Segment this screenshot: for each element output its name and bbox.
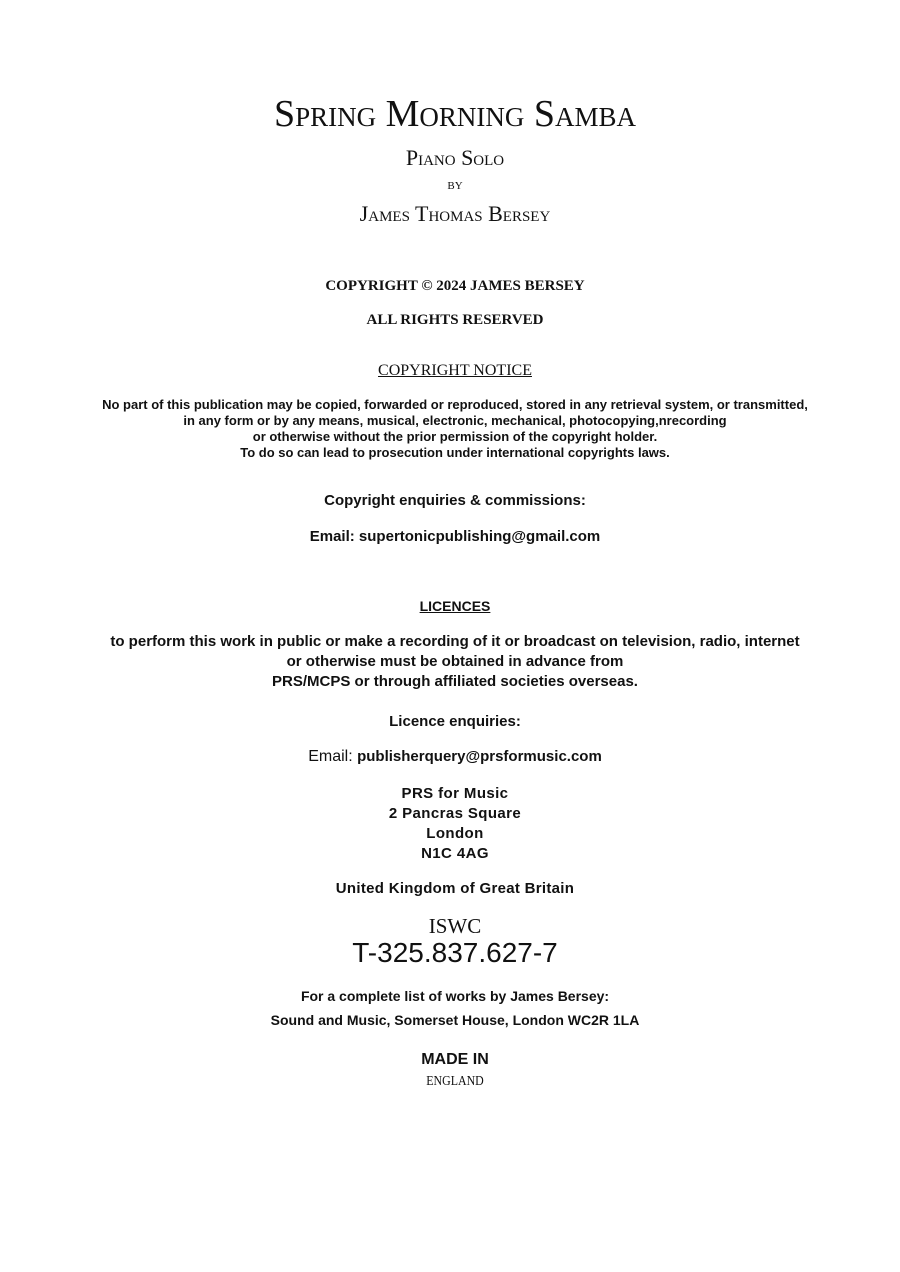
- country: United Kingdom of Great Britain: [335, 880, 575, 897]
- licence-enquiries-label: Licence enquiries:: [389, 713, 521, 730]
- copyright-enquiries-label: Copyright enquiries & commissions:: [324, 492, 586, 509]
- copyright-line: COPYRIGHT © 2024 JAMES BERSEY: [325, 278, 585, 294]
- by-label: by: [447, 177, 463, 193]
- licence-email-prefix: Email:: [308, 748, 358, 765]
- notice-line: To do so can lead to prosecution under international copyrights laws.: [240, 445, 670, 460]
- address-line: 2 Pancras Square: [388, 805, 522, 822]
- rights-reserved: ALL RIGHTS RESERVED: [366, 312, 544, 328]
- licences-heading: LICENCES: [419, 598, 491, 614]
- works-line: Sound and Music, Somerset House, London WC2R 1LA: [270, 1012, 640, 1028]
- address-line: PRS for Music: [401, 785, 509, 802]
- made-in-label: MADE IN: [421, 1051, 489, 1068]
- piece-subtitle: Piano Solo: [405, 145, 505, 170]
- licence-email-address: publisherquery@prsformusic.com: [357, 748, 602, 765]
- iswc-code: T-325.837.627-7: [352, 937, 558, 968]
- works-line: For a complete list of works by James Bersey:: [300, 988, 610, 1004]
- notice-line: or otherwise without the prior permission of the copyright holder.: [252, 429, 658, 444]
- licences-line: or otherwise must be obtained in advance from: [286, 653, 624, 670]
- notice-line: in any form or by any means, musical, electronic, mechanical, photocopying,nrecording: [183, 413, 727, 428]
- address-line: N1C 4AG: [421, 845, 489, 862]
- licences-line: PRS/MCPS or through affiliated societies overseas.: [272, 673, 638, 690]
- made-in-country: ENGLAND: [426, 1074, 484, 1089]
- piece-title: Spring Morning Samba: [273, 93, 637, 135]
- copyright-notice-heading: COPYRIGHT NOTICE: [378, 362, 532, 379]
- licences-line: to perform this work in public or make a recording of it or broadcast on television, radio, internet: [110, 633, 800, 650]
- iswc-label: ISWC: [428, 914, 482, 938]
- address-line: London: [426, 825, 484, 842]
- notice-line: No part of this publication may be copied, forwarded or reproduced, stored in any retrieval system, or transmitted,: [102, 397, 808, 412]
- copyright-email: Email: supertonicpublishing@gmail.com: [309, 528, 601, 545]
- licence-email: [0, 748, 900, 766]
- composer-name: James Thomas Bersey: [359, 201, 551, 226]
